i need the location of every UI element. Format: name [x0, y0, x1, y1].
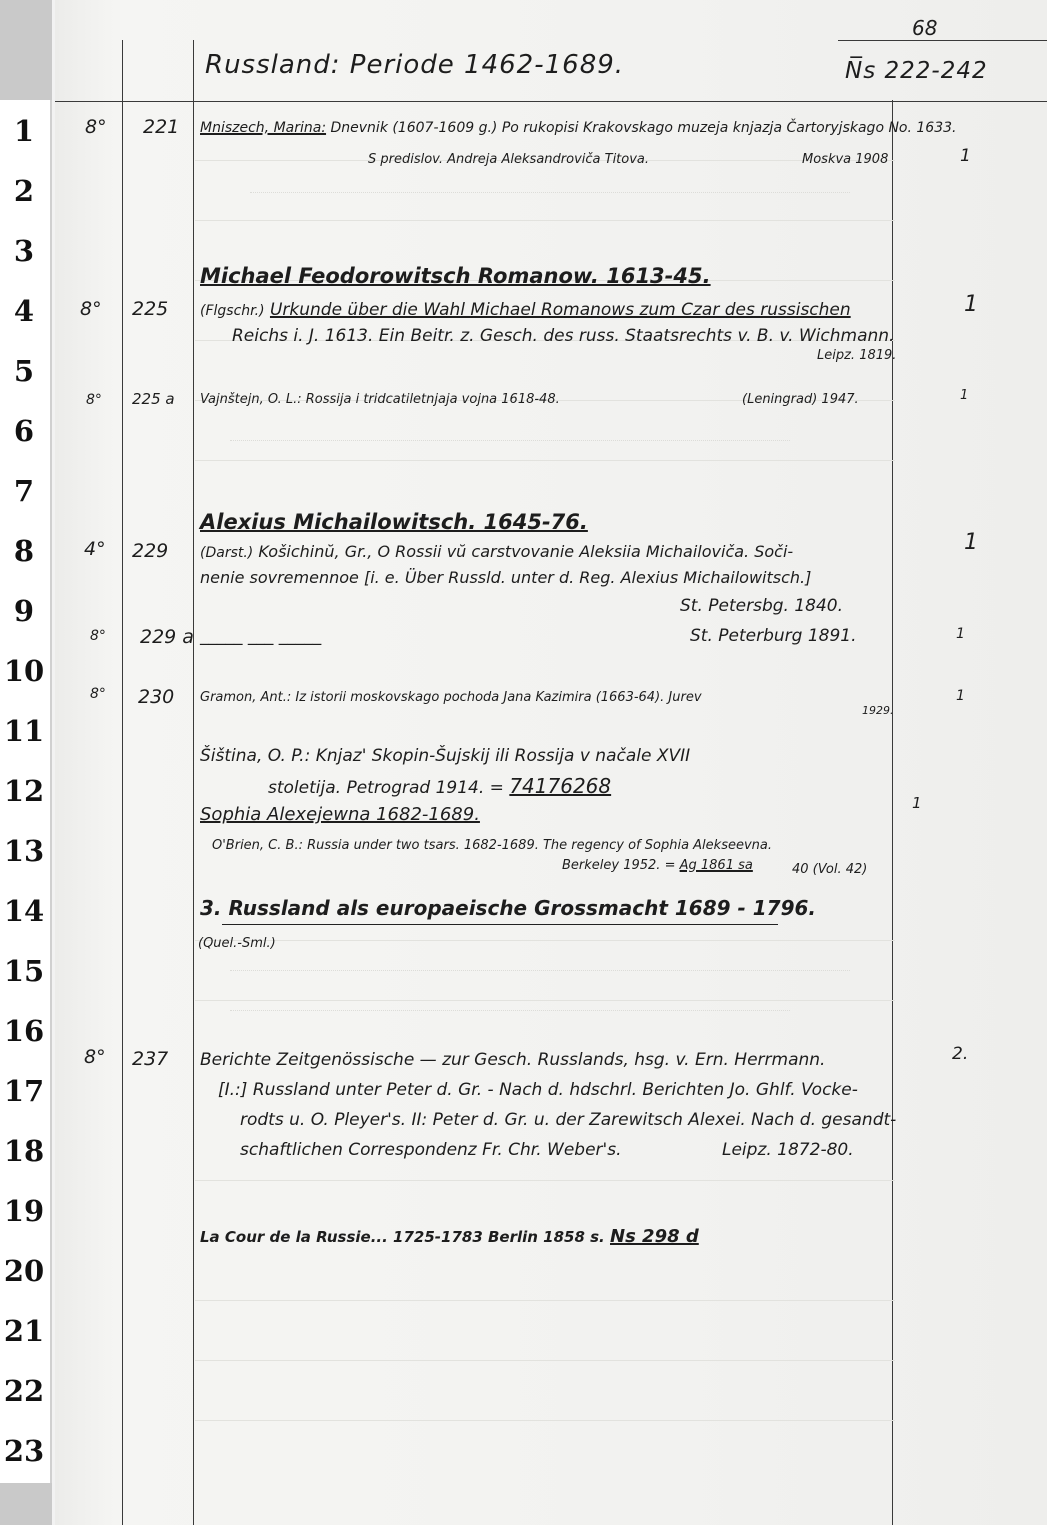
line-number: 6: [13, 414, 35, 448]
catalog-number: 229 a: [140, 626, 194, 648]
author-name: Mniszech, Marina:: [200, 120, 327, 136]
line-number: 13: [3, 834, 45, 868]
collection-note: (Quel.-Sml.): [198, 936, 276, 951]
ruled-line: [195, 1360, 895, 1361]
entry-text: (Flgschr.) Urkunde über die Wahl Michael Romanows zum Czar des russischen: [200, 300, 851, 320]
line-number: 22: [3, 1374, 45, 1408]
column-rule-count: [892, 100, 893, 1525]
catalog-number: 221: [143, 116, 180, 138]
format-cell: 8°: [84, 1046, 106, 1068]
volume-count: 2.: [952, 1044, 969, 1064]
volume-count: 1: [912, 794, 922, 812]
entry-text: stoletija. Petrograd 1914. = 74176268: [268, 774, 612, 798]
line-number: 10: [3, 654, 45, 688]
line-number: 23: [3, 1434, 45, 1468]
line-number: 18: [3, 1134, 45, 1168]
entry-text: rodts u. O. Pleyer's. II: Peter d. Gr. u. der Zarewitsch Alexei. Nach d. gesandt-: [240, 1110, 897, 1130]
section-heading: Sophia Alexejewna 1682-1689.: [200, 804, 480, 825]
entry-text: Vajnštejn, O. L.: Rossija i tridcatiletnjaja vojna 1618-48.: [200, 392, 560, 407]
entry-text: Mniszech, Marina: Dnevnik (1607-1609 g.) Po rukopisi Krakovskago muzeja knjazja Čartoryjskago No. 1633.: [200, 120, 957, 136]
line-number-gutter: [0, 100, 52, 1483]
line-number: 19: [3, 1194, 45, 1228]
shelf-signature: Ag 1861 sa: [679, 858, 753, 873]
volume-count: 1: [956, 688, 965, 704]
line-number: 3: [13, 234, 35, 268]
place-year: (Leningrad) 1947.: [742, 392, 859, 407]
ruled-line: [195, 1300, 895, 1301]
format-cell: 4°: [84, 538, 106, 560]
entry-text: Šiština, O. P.: Knjaz' Skopin-Šujskij ili Rossija v načale XVII: [200, 746, 691, 766]
line-number: 5: [13, 354, 35, 388]
line-number: 2: [13, 174, 35, 208]
line-number: 20: [3, 1254, 45, 1288]
entry-text: Reichs i. J. 1613. Ein Beitr. z. Gesch. des russ. Staatsrechts v. B. v. Wichmann.: [232, 326, 895, 346]
catalog-number: 229: [132, 540, 169, 562]
page-number: 68: [912, 16, 938, 40]
entry-text: Berichte Zeitgenössische — zur Gesch. Russlands, hsg. v. Ern. Herrmann.: [200, 1050, 826, 1070]
volume-count: 1: [960, 388, 969, 403]
bleed-through: [230, 1010, 790, 1011]
line-number: 14: [3, 894, 45, 928]
margin-top-band: [0, 0, 52, 100]
shelf-signature: 74176268: [509, 774, 612, 798]
shelf-signature: Ns 298 d: [610, 1226, 699, 1247]
entry-text: Gramon, Ant.: Iz istorii moskovskago pochoda Jana Kazimira (1663-64). Jurev: [200, 690, 702, 705]
format-cell: 8°: [85, 116, 107, 138]
bleed-through: [250, 192, 850, 193]
place-year: 1929.: [862, 704, 894, 717]
margin-bottom-band: [0, 1483, 52, 1525]
line-number: 15: [3, 954, 45, 988]
entry-text: O'Brien, C. B.: Russia under two tsars. 1682-1689. The regency of Sophia Alekseevna.: [212, 838, 772, 853]
entry-text: S predislov. Andreja Aleksandroviča Titova.: [368, 152, 650, 167]
line-number: 17: [3, 1074, 45, 1108]
place-year: St. Peterburg 1891.: [690, 626, 857, 646]
line-number: 16: [3, 1014, 45, 1048]
section-heading: 3. Russland als europaeische Grossmacht 1689 - 1796.: [200, 896, 817, 920]
entry-text: nenie sovremennoe [i. e. Über Russld. unter d. Reg. Alexius Michailowitsch.]: [200, 568, 812, 587]
ruled-line: [195, 1000, 895, 1001]
place-year: Leipz. 1872-80.: [722, 1140, 854, 1160]
section-heading: Alexius Michailowitsch. 1645-76.: [200, 510, 588, 534]
ruled-line: [195, 460, 895, 461]
line-number: 4: [13, 294, 35, 328]
line-number: 9: [13, 594, 35, 628]
line-number: 12: [3, 774, 45, 808]
bleed-through: [230, 970, 850, 971]
header-rule: [55, 101, 1047, 102]
line-number: 1: [13, 114, 35, 148]
line-number: 11: [3, 714, 45, 748]
column-rule-number: [193, 40, 194, 1525]
entry-text: La Cour de la Russie... 1725-1783 Berlin 1858 s. Ns 298 d: [200, 1226, 699, 1247]
entry-text: [I.:] Russland unter Peter d. Gr. - Nach d. hdschrl. Berichten Jo. Ghlf. Vocke-: [218, 1080, 858, 1100]
page-number-rule: [838, 40, 1047, 41]
volume-count: 1: [960, 146, 971, 166]
format-cell: 8°: [86, 392, 102, 408]
line-number: 21: [3, 1314, 45, 1348]
ruled-line: [195, 1180, 895, 1181]
volume-count: 1: [964, 530, 978, 555]
entry-text: schaftlichen Correspondenz Fr. Chr. Weber's.: [240, 1140, 622, 1160]
place-year: St. Petersbg. 1840.: [680, 596, 844, 616]
entry-text: Berkeley 1952. = Ag 1861 sa: [562, 858, 753, 873]
section-heading: Michael Feodorowitsch Romanow. 1613-45.: [200, 264, 711, 288]
ruled-line: [195, 1420, 895, 1421]
line-number: 8: [13, 534, 35, 568]
catalog-number: 230: [138, 686, 175, 708]
place-year: Leipz. 1819.: [817, 348, 897, 363]
volume-note: 40 (Vol. 42): [792, 862, 868, 877]
catalog-number: 225 a: [132, 390, 175, 408]
place-year: Moskva 1908: [802, 152, 889, 167]
ruled-line: [195, 940, 895, 941]
page-title: Russland: Periode 1462-1689.: [205, 50, 625, 80]
format-cell: 8°: [80, 298, 102, 320]
ditto-mark: _____ ___ _____: [200, 626, 322, 646]
heading-underline: [222, 924, 778, 925]
volume-count: 1: [964, 292, 978, 317]
ruled-line: [195, 220, 895, 221]
entry-range: N̅s 222-242: [845, 58, 988, 84]
entry-text: (Darst.) Košichinŭ, Gr., O Rossii vŭ carstvovanie Aleksiia Michailoviča. Soči-: [200, 542, 794, 561]
format-cell: 8°: [90, 686, 106, 702]
format-cell: 8°: [90, 628, 106, 644]
catalog-number: 225: [132, 298, 169, 320]
volume-count: 1: [956, 626, 965, 642]
bleed-through: [230, 440, 790, 441]
line-number: 7: [13, 474, 35, 508]
column-rule-format: [122, 40, 123, 1525]
catalog-number: 237: [132, 1048, 169, 1070]
